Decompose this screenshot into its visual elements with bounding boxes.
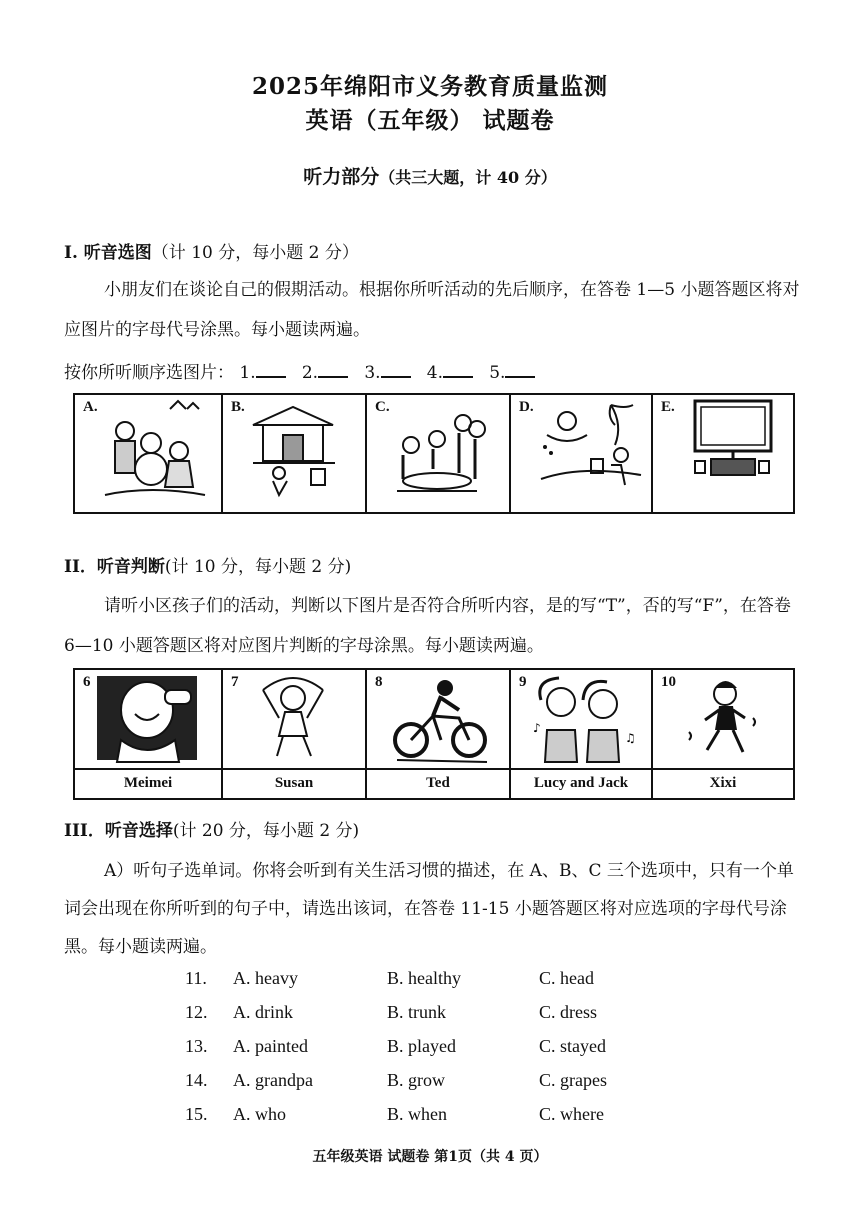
picture-cell-c xyxy=(366,394,510,513)
section2-instruction: 请听小区孩子们的活动，判断以下图片是否符合所听内容，是的写“T”，否的写“F”，在答卷 6—10 小题答题区将对应图片判断的字母涂黑。每小题读两遍。 xyxy=(64,596,791,656)
order-prompt: 按你所听顺序选图片： xyxy=(64,363,234,383)
exam-subtitle: 英语（五年级） 试题卷 xyxy=(305,107,555,134)
picture-name: Ted xyxy=(366,769,510,799)
section1-title: I. 听音选图 xyxy=(64,243,152,263)
page-footer: 五年级英语 试题卷 第1页（共 4 页） xyxy=(312,1149,548,1165)
section1-picture-table xyxy=(73,393,795,514)
part-note: （共三大题，计 40 分） xyxy=(379,168,557,187)
picture-number: 6 xyxy=(83,674,91,690)
exam-title: 2025年绵阳市义务教育质量监测 xyxy=(251,73,608,100)
kids-music-icon xyxy=(511,670,651,768)
picture-number: 8 xyxy=(375,674,383,690)
snowman-kids-icon xyxy=(75,395,221,512)
picture-cell-10 xyxy=(652,669,794,769)
picture-number: 9 xyxy=(519,674,527,690)
section2-heading xyxy=(64,552,351,577)
picture-cell-7 xyxy=(222,669,366,769)
picture-label: C. xyxy=(375,399,390,415)
picture-name: Lucy and Jack xyxy=(510,769,652,799)
order-item: 2. xyxy=(302,363,348,383)
part-title-text: 听力部分 xyxy=(303,166,380,188)
part-title xyxy=(0,162,860,189)
cyclist-icon xyxy=(367,670,509,768)
picture-cell-6 xyxy=(74,669,222,769)
picture-number: 10 xyxy=(661,674,676,690)
svg-text:♪: ♪ xyxy=(533,721,541,735)
section1-instruction: 小朋友们在谈论自己的假期活动。根据你所听活动的先后顺序，在答卷 1—5 小题答题区将对应图片的字母代号涂黑。每小题读两遍。 xyxy=(64,280,800,340)
picture-label: A. xyxy=(83,399,98,415)
question-row: 11. A. heavy B. healthy C. head xyxy=(185,968,594,988)
section2-picture-table xyxy=(73,668,795,800)
picture-number: 7 xyxy=(231,674,239,690)
order-item: 1. xyxy=(239,363,285,383)
girl-running-icon xyxy=(653,670,793,768)
girl-eating-icon xyxy=(75,670,221,768)
order-item: 3. xyxy=(364,363,410,383)
temple-icon xyxy=(223,395,365,512)
section3-note: (计 20 分，每小题 2 分) xyxy=(172,821,360,841)
question-row: 15. A. who B. when C. where xyxy=(185,1104,604,1124)
question-row: 14. A. grandpa B. grow C. grapes xyxy=(185,1070,607,1090)
svg-text:♫: ♫ xyxy=(625,731,636,745)
beach-swimming-icon xyxy=(511,395,651,512)
picture-cell-9 xyxy=(510,669,652,769)
family-dinner-icon xyxy=(367,395,509,512)
picture-label: E. xyxy=(661,399,675,415)
order-prompt-row xyxy=(64,358,535,383)
picture-cell-a xyxy=(74,394,222,513)
section3-instruction: A）听句子选单词。你将会听到有关生活习惯的描述，在 A、B、C 三个选项中，只有一个单词会出现在你所听到的句子中，请选出该词，在答卷 11-15 小题答题区将对应选项的字母代号涂黑。每小题读两遍。 xyxy=(64,861,794,957)
picture-label: B. xyxy=(231,399,245,415)
picture-name: Xixi xyxy=(652,769,794,799)
picture-label: D. xyxy=(519,399,534,415)
picture-cell-b xyxy=(222,394,366,513)
girl-jump-rope-icon xyxy=(223,670,365,768)
picture-cell-e xyxy=(652,394,794,513)
section3-heading xyxy=(64,816,359,841)
order-item: 5. xyxy=(489,363,535,383)
question-list xyxy=(185,968,607,1138)
picture-cell-d xyxy=(510,394,652,513)
question-row: 12. A. drink B. trunk C. dress xyxy=(185,1002,597,1022)
picture-name: Susan xyxy=(222,769,366,799)
question-row: 13. A. painted B. played C. stayed xyxy=(185,1036,606,1056)
computer-icon xyxy=(653,395,793,512)
picture-name: Meimei xyxy=(74,769,222,799)
section1-heading xyxy=(64,238,359,263)
section2-title: II．听音判断 xyxy=(64,557,165,577)
picture-cell-8 xyxy=(366,669,510,769)
order-item: 4. xyxy=(427,363,473,383)
section1-note: （计 10 分，每小题 2 分） xyxy=(151,243,359,263)
section2-note: (计 10 分，每小题 2 分) xyxy=(164,557,352,577)
section3-title: III．听音选择 xyxy=(64,821,173,841)
